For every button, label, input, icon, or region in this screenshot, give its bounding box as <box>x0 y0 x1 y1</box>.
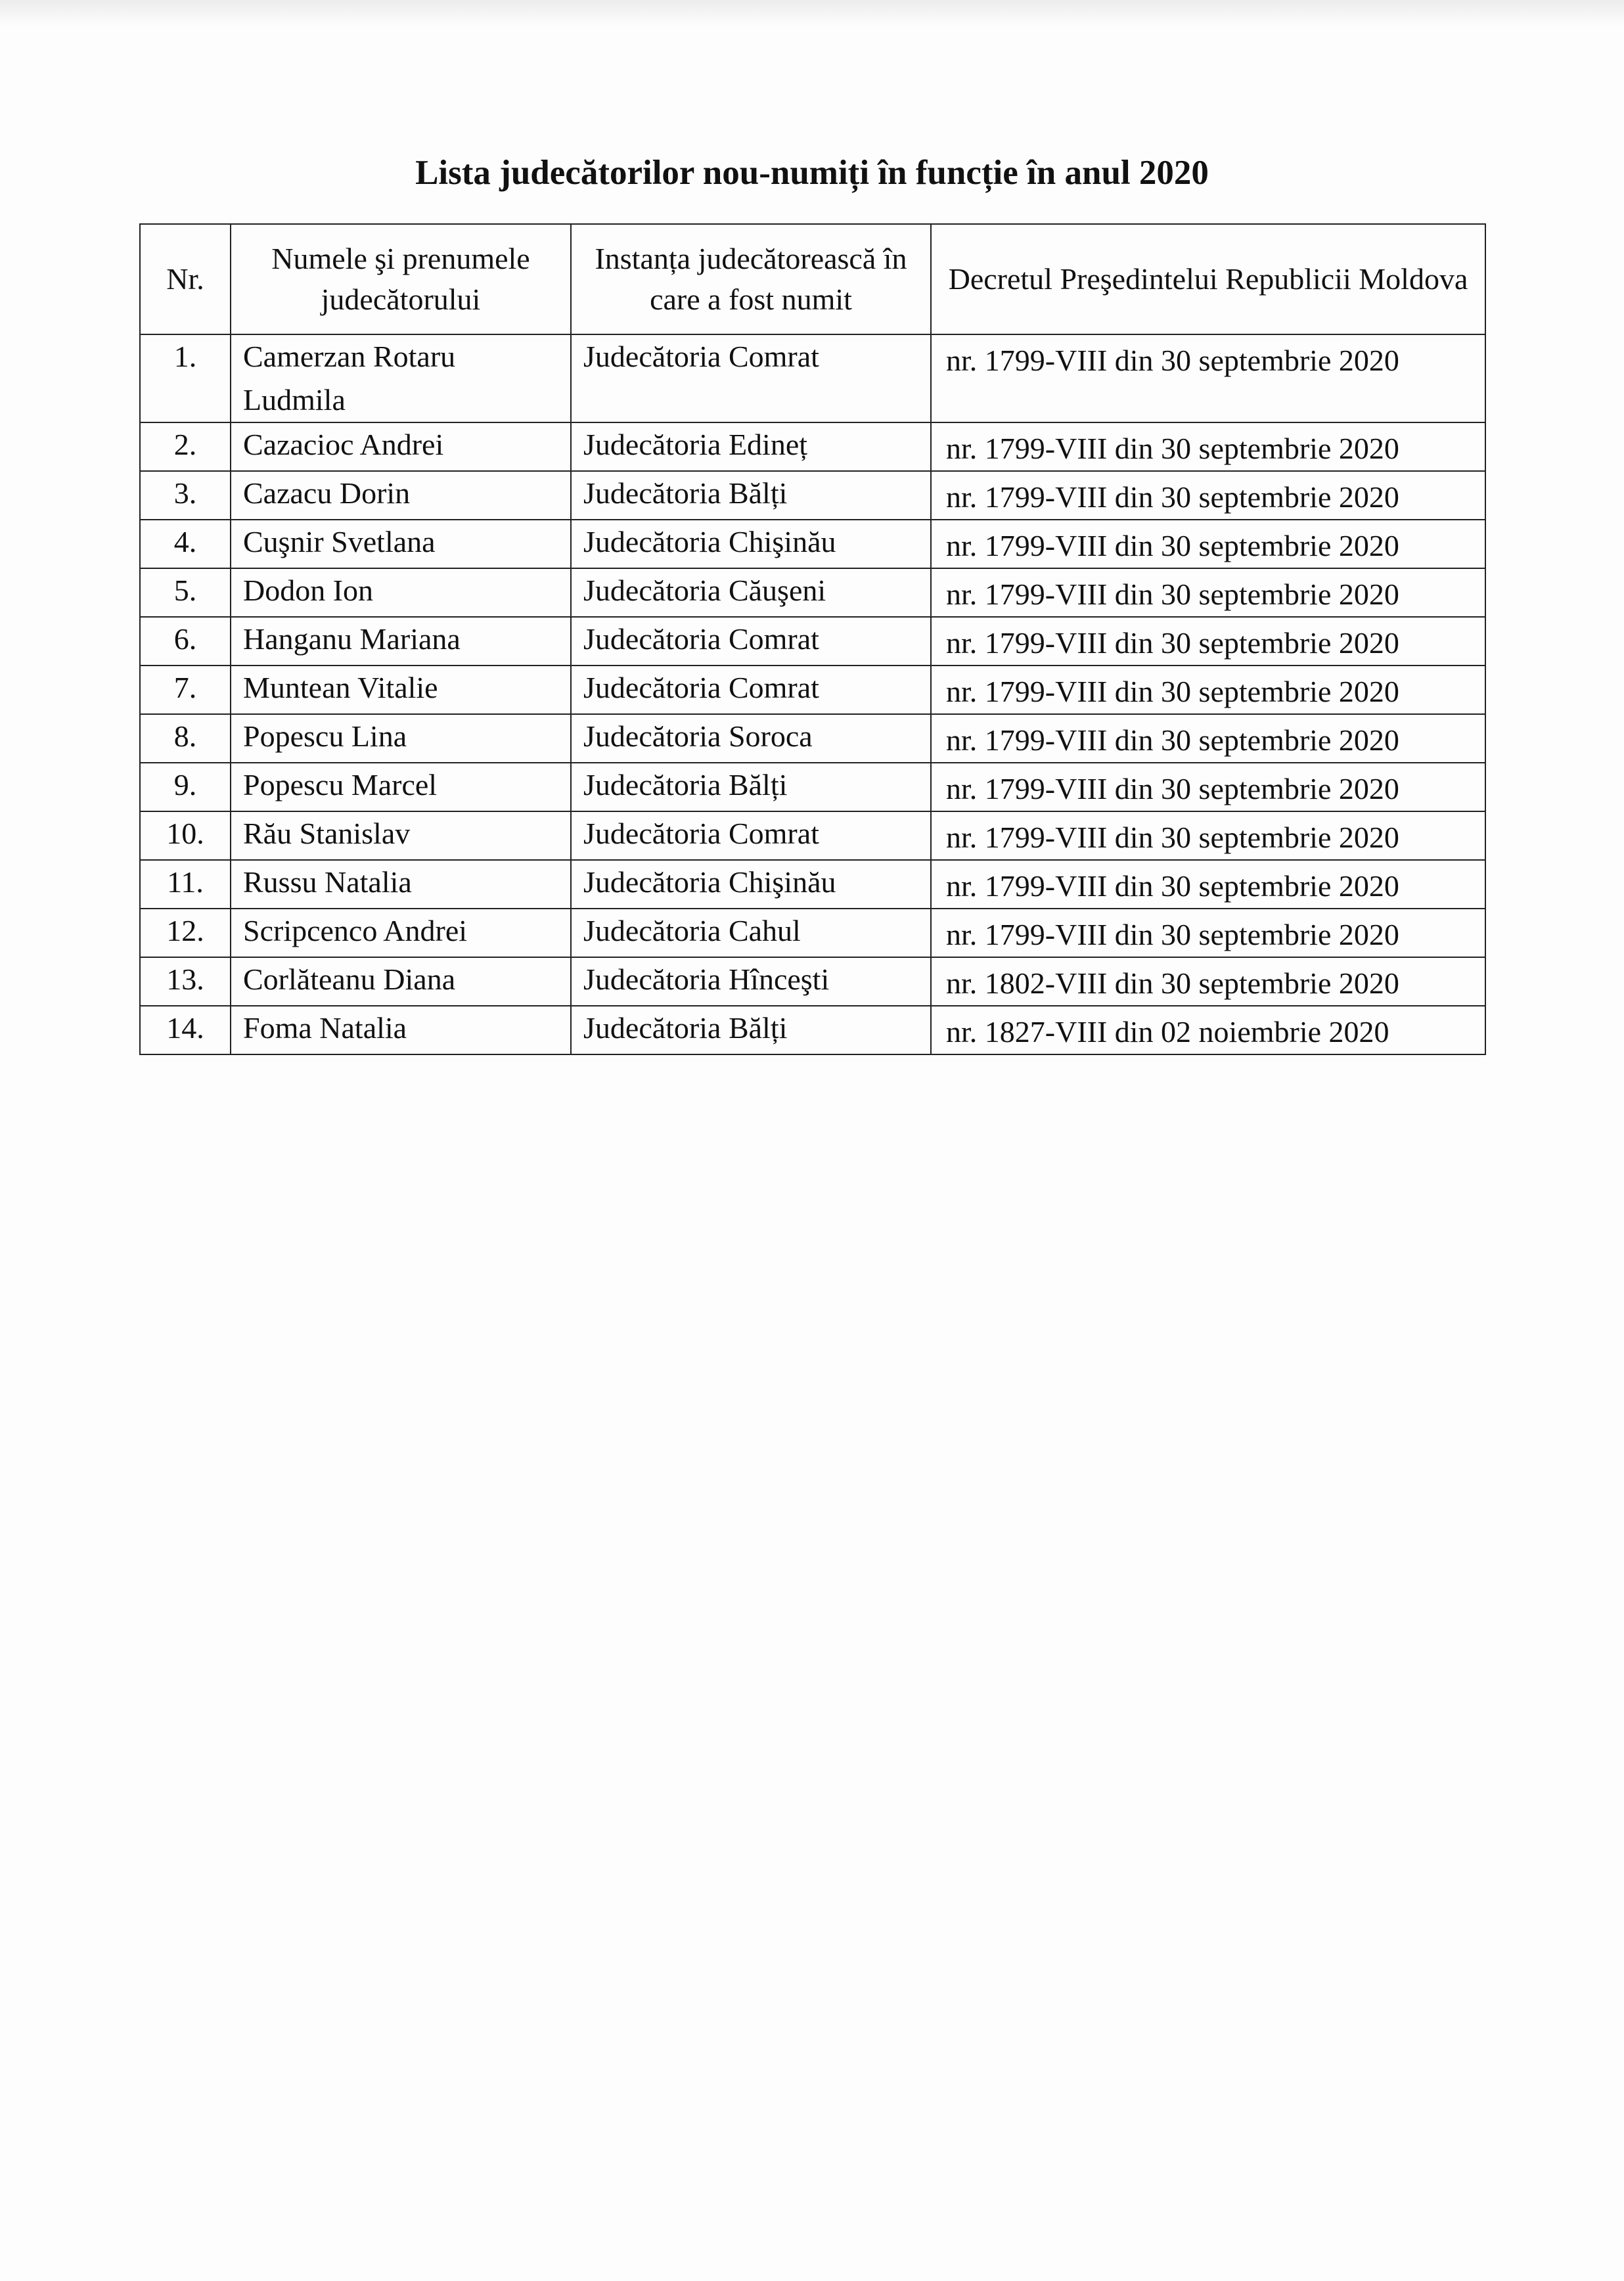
cell-decree: nr. 1799-VIII din 30 septembrie 2020 <box>931 909 1485 957</box>
cell-court: Judecătoria Comrat <box>571 334 931 422</box>
cell-name: Muntean Vitalie <box>231 666 571 714</box>
cell-decree: nr. 1799-VIII din 30 septembrie 2020 <box>931 471 1485 520</box>
cell-name: Foma Natalia <box>231 1006 571 1054</box>
cell-name: Camerzan Rotaru Ludmila <box>231 334 571 422</box>
cell-decree: nr. 1827-VIII din 02 noiembrie 2020 <box>931 1006 1485 1054</box>
cell-decree: nr. 1799-VIII din 30 septembrie 2020 <box>931 763 1485 811</box>
header-name: Numele şi prenumele judecătorului <box>231 224 571 334</box>
table-row <box>140 422 1485 471</box>
judges-table <box>139 223 1486 1055</box>
cell-decree: nr. 1799-VIII din 30 septembrie 2020 <box>931 617 1485 666</box>
cell-court: Judecătoria Soroca <box>571 714 931 763</box>
cell-name: Popescu Lina <box>231 714 571 763</box>
header-court: Instanța judecătorească în care a fost numit <box>571 224 931 334</box>
cell-court: Judecătoria Edineț <box>571 422 931 471</box>
cell-name: Popescu Marcel <box>231 763 571 811</box>
cell-nr: 13. <box>140 957 231 1006</box>
cell-court: Judecătoria Comrat <box>571 666 931 714</box>
table-row <box>140 617 1485 666</box>
cell-nr: 7. <box>140 666 231 714</box>
cell-name: Dodon Ion <box>231 568 571 617</box>
cell-court: Judecătoria Cahul <box>571 909 931 957</box>
cell-name: Hanganu Mariana <box>231 617 571 666</box>
cell-name: Scripcenco Andrei <box>231 909 571 957</box>
table-row <box>140 334 1485 422</box>
table-row <box>140 957 1485 1006</box>
table-row <box>140 860 1485 909</box>
cell-name: Corlăteanu Diana <box>231 957 571 1006</box>
cell-name: Russu Natalia <box>231 860 571 909</box>
cell-court: Judecătoria Bălți <box>571 763 931 811</box>
cell-decree: nr. 1799-VIII din 30 septembrie 2020 <box>931 811 1485 860</box>
table-header-row <box>140 224 1485 334</box>
cell-court: Judecătoria Chişinău <box>571 860 931 909</box>
table-row <box>140 520 1485 568</box>
cell-decree: nr. 1799-VIII din 30 septembrie 2020 <box>931 666 1485 714</box>
table-row <box>140 568 1485 617</box>
cell-name: Cazacioc Andrei <box>231 422 571 471</box>
table-row <box>140 909 1485 957</box>
cell-court: Judecătoria Bălți <box>571 471 931 520</box>
cell-nr: 11. <box>140 860 231 909</box>
cell-court: Judecătoria Comrat <box>571 811 931 860</box>
cell-court: Judecătoria Comrat <box>571 617 931 666</box>
cell-nr: 1. <box>140 334 231 422</box>
cell-nr: 12. <box>140 909 231 957</box>
cell-nr: 14. <box>140 1006 231 1054</box>
cell-name: Rău Stanislav <box>231 811 571 860</box>
header-decree: Decretul Preşedintelui Republicii Moldova <box>931 224 1485 334</box>
table-row <box>140 763 1485 811</box>
table-row <box>140 1006 1485 1054</box>
cell-decree: nr. 1802-VIII din 30 septembrie 2020 <box>931 957 1485 1006</box>
cell-nr: 6. <box>140 617 231 666</box>
document-title: Lista judecătorilor nou-numiți în funcție în anul 2020 <box>415 154 1209 192</box>
cell-decree: nr. 1799-VIII din 30 septembrie 2020 <box>931 422 1485 471</box>
cell-decree: nr. 1799-VIII din 30 septembrie 2020 <box>931 860 1485 909</box>
cell-name: Cazacu Dorin <box>231 471 571 520</box>
cell-name: Cuşnir Svetlana <box>231 520 571 568</box>
cell-court: Judecătoria Bălți <box>571 1006 931 1054</box>
cell-decree: nr. 1799-VIII din 30 septembrie 2020 <box>931 568 1485 617</box>
cell-court: Judecătoria Chişinău <box>571 520 931 568</box>
cell-nr: 2. <box>140 422 231 471</box>
table-row <box>140 471 1485 520</box>
cell-nr: 10. <box>140 811 231 860</box>
cell-decree: nr. 1799-VIII din 30 septembrie 2020 <box>931 334 1485 422</box>
cell-nr: 3. <box>140 471 231 520</box>
cell-nr: 8. <box>140 714 231 763</box>
cell-decree: nr. 1799-VIII din 30 septembrie 2020 <box>931 714 1485 763</box>
table-row <box>140 666 1485 714</box>
table-row <box>140 714 1485 763</box>
cell-nr: 5. <box>140 568 231 617</box>
scan-edge <box>0 0 1624 26</box>
table-row <box>140 811 1485 860</box>
header-nr: Nr. <box>140 224 231 334</box>
cell-decree: nr. 1799-VIII din 30 septembrie 2020 <box>931 520 1485 568</box>
cell-nr: 4. <box>140 520 231 568</box>
cell-court: Judecătoria Hînceşti <box>571 957 931 1006</box>
cell-nr: 9. <box>140 763 231 811</box>
cell-court: Judecătoria Căuşeni <box>571 568 931 617</box>
